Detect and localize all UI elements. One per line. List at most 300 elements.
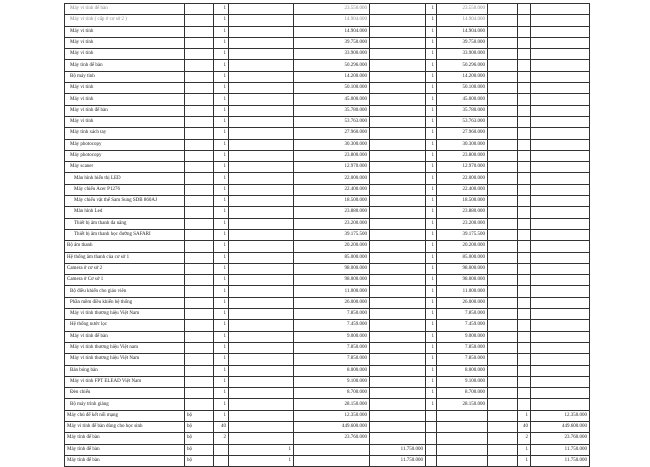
price-cell-2 — [437, 433, 488, 444]
price-cell-3: 11.750.000 — [531, 444, 590, 455]
table-row — [65, 229, 590, 240]
quantity-cell: 1 — [214, 49, 229, 60]
value-cell: 1 — [229, 455, 294, 466]
price-cell: 22.000.000 — [294, 173, 370, 184]
price-cell — [294, 444, 370, 455]
unit-cell — [185, 207, 214, 218]
value-cell — [229, 410, 294, 421]
price-cell-2: 50.296.000 — [437, 60, 488, 71]
table-row — [65, 297, 590, 308]
empty-cell — [488, 286, 518, 297]
price-cell: 7.850.000 — [294, 354, 370, 365]
unit-cell — [185, 218, 214, 229]
price-cell-alt — [370, 399, 426, 410]
item-name-cell: Máy tính để bàn — [65, 455, 185, 466]
quantity-cell: 1 — [214, 229, 229, 240]
table-row — [65, 207, 590, 218]
price-cell-2: 8.700.000 — [437, 388, 488, 399]
price-cell-2: 98.000.000 — [437, 263, 488, 274]
quantity-cell-3 — [518, 263, 531, 274]
quantity-cell: 1 — [214, 331, 229, 342]
price-cell: 7.850.000 — [294, 309, 370, 320]
item-name-cell: Màn hình Led — [65, 207, 185, 218]
item-name-cell: Camera ở cơ sở 2 — [65, 263, 185, 274]
price-cell-2: 39.175.500 — [437, 229, 488, 240]
value-cell — [229, 354, 294, 365]
price-cell-2 — [437, 421, 488, 432]
price-cell: 50.296.000 — [294, 60, 370, 71]
price-cell-3 — [531, 320, 590, 331]
price-cell: 22.400.000 — [294, 184, 370, 195]
empty-cell — [488, 229, 518, 240]
quantity-cell-3 — [518, 388, 531, 399]
unit-cell — [185, 263, 214, 274]
item-name-cell: Máy photocopy — [65, 150, 185, 161]
item-name-cell: Máy vi tính — [65, 94, 185, 105]
quantity-cell-3 — [518, 116, 531, 127]
quantity-cell-2 — [426, 455, 437, 466]
value-cell — [229, 241, 294, 252]
price-cell-alt — [370, 49, 426, 60]
price-cell: 98.000.000 — [294, 263, 370, 274]
quantity-cell-3: 1 — [518, 455, 531, 466]
price-cell: 9.100.000 — [294, 376, 370, 387]
price-cell: 11.000.000 — [294, 286, 370, 297]
empty-cell — [488, 4, 518, 15]
quantity-cell-2: 1 — [426, 71, 437, 82]
empty-cell — [488, 26, 518, 37]
quantity-cell: 1 — [214, 241, 229, 252]
price-cell-alt — [370, 116, 426, 127]
quantity-cell-3: 1 — [518, 410, 531, 421]
price-cell-alt — [370, 331, 426, 342]
unit-cell — [185, 49, 214, 60]
quantity-cell-3 — [518, 150, 531, 161]
price-cell-alt — [370, 139, 426, 150]
price-cell-3 — [531, 331, 590, 342]
price-cell-alt — [370, 26, 426, 37]
empty-cell — [488, 162, 518, 173]
quantity-cell-3 — [518, 207, 531, 218]
quantity-cell-2: 1 — [426, 263, 437, 274]
quantity-cell: 1 — [214, 37, 229, 48]
value-cell — [229, 388, 294, 399]
empty-cell — [488, 455, 518, 466]
price-cell-alt — [370, 241, 426, 252]
quantity-cell-3 — [518, 4, 531, 15]
quantity-cell-2: 1 — [426, 15, 437, 26]
table-row — [65, 455, 590, 466]
price-cell-alt — [370, 4, 426, 15]
price-cell: 39.175.500 — [294, 229, 370, 240]
price-cell: 14.904.000 — [294, 15, 370, 26]
value-cell — [229, 173, 294, 184]
price-cell: 30.300.000 — [294, 139, 370, 150]
table-row — [65, 342, 590, 353]
empty-cell — [488, 444, 518, 455]
price-cell-2: 14.904.000 — [437, 26, 488, 37]
value-cell — [229, 128, 294, 139]
price-cell-alt — [370, 433, 426, 444]
value-cell — [229, 37, 294, 48]
price-cell-3 — [531, 83, 590, 94]
price-cell-alt — [370, 128, 426, 139]
quantity-cell: 1 — [214, 252, 229, 263]
price-cell-3 — [531, 309, 590, 320]
price-cell-3 — [531, 139, 590, 150]
value-cell — [229, 150, 294, 161]
empty-cell — [488, 105, 518, 116]
unit-cell — [185, 331, 214, 342]
table-row — [65, 252, 590, 263]
table-row — [65, 15, 590, 26]
price-cell: 53.763.000 — [294, 116, 370, 127]
price-cell-3 — [531, 376, 590, 387]
empty-cell — [488, 150, 518, 161]
empty-cell — [488, 49, 518, 60]
price-cell: 14.904.000 — [294, 26, 370, 37]
quantity-cell-3 — [518, 139, 531, 150]
value-cell — [229, 218, 294, 229]
quantity-cell-3: 1 — [518, 444, 531, 455]
item-name-cell: Máy vi tính để bàn — [65, 4, 185, 15]
quantity-cell: 40 — [214, 421, 229, 432]
price-cell-2: 22.000.000 — [437, 173, 488, 184]
item-name-cell: Phần mềm điều khiển hệ thống — [65, 297, 185, 308]
unit-cell — [185, 286, 214, 297]
unit-cell — [185, 139, 214, 150]
item-name-cell: Máy chủ để kết nối mạng — [65, 410, 185, 421]
quantity-cell-3 — [518, 71, 531, 82]
quantity-cell-2: 1 — [426, 342, 437, 353]
quantity-cell-2: 1 — [426, 399, 437, 410]
price-cell-2: 23.880.000 — [437, 207, 488, 218]
quantity-cell: 1 — [214, 309, 229, 320]
quantity-cell-2: 1 — [426, 4, 437, 15]
empty-cell — [488, 94, 518, 105]
item-name-cell: Máy vi tính — [65, 37, 185, 48]
item-name-cell: Máy vi tính thương hiệu Việt Nam — [65, 354, 185, 365]
quantity-cell-3 — [518, 229, 531, 240]
table-row — [65, 320, 590, 331]
item-name-cell: Máy tính để bàn — [65, 60, 185, 71]
quantity-cell-2: 1 — [426, 286, 437, 297]
price-cell-3 — [531, 207, 590, 218]
item-name-cell: Máy vi tính để bàn — [65, 331, 185, 342]
price-cell-2: 23.550.000 — [437, 4, 488, 15]
price-cell-3 — [531, 71, 590, 82]
price-cell-3 — [531, 26, 590, 37]
unit-cell — [185, 94, 214, 105]
table-row — [65, 365, 590, 376]
price-cell-2: 30.300.000 — [437, 139, 488, 150]
item-name-cell: Bộ máy tính — [65, 71, 185, 82]
price-cell-3 — [531, 399, 590, 410]
unit-cell — [185, 150, 214, 161]
unit-cell — [185, 162, 214, 173]
quantity-cell-3 — [518, 37, 531, 48]
item-name-cell: Máy chiếu vật thể Sam Sung SDB 860AJ — [65, 196, 185, 207]
unit-cell — [185, 229, 214, 240]
price-cell-3 — [531, 297, 590, 308]
empty-cell — [488, 297, 518, 308]
price-cell-alt — [370, 354, 426, 365]
price-cell-3: 11.750.000 — [531, 455, 590, 466]
price-cell-2: 14.200.000 — [437, 71, 488, 82]
quantity-cell-3 — [518, 15, 531, 26]
item-name-cell: Hệ thống âm thanh của cơ sở 1 — [65, 252, 185, 263]
unit-cell — [185, 297, 214, 308]
quantity-cell: 1 — [214, 388, 229, 399]
table-row — [65, 275, 590, 286]
price-cell-alt — [370, 410, 426, 421]
empty-cell — [488, 376, 518, 387]
price-cell: 50.100.000 — [294, 83, 370, 94]
price-cell: 45.000.000 — [294, 94, 370, 105]
price-cell-alt — [370, 94, 426, 105]
quantity-cell: 1 — [214, 196, 229, 207]
quantity-cell-3: 2 — [518, 433, 531, 444]
quantity-cell: 1 — [214, 297, 229, 308]
price-cell-2 — [437, 410, 488, 421]
empty-cell — [488, 173, 518, 184]
quantity-cell: 1 — [214, 4, 229, 15]
quantity-cell-2: 1 — [426, 184, 437, 195]
empty-cell — [488, 116, 518, 127]
price-cell: 9.000.000 — [294, 331, 370, 342]
unit-cell — [185, 399, 214, 410]
price-cell-2: 18.500.000 — [437, 196, 488, 207]
value-cell — [229, 49, 294, 60]
price-cell: 8.700.000 — [294, 388, 370, 399]
table-row — [65, 184, 590, 195]
unit-cell — [185, 320, 214, 331]
price-cell-2: 53.763.000 — [437, 116, 488, 127]
table-row — [65, 105, 590, 116]
value-cell — [229, 26, 294, 37]
price-cell: 12.970.000 — [294, 162, 370, 173]
unit-cell: bộ — [185, 433, 214, 444]
price-cell-3 — [531, 342, 590, 353]
price-cell-2: 22.400.000 — [437, 184, 488, 195]
table-row — [65, 444, 590, 455]
item-name-cell: Thiết bị âm thanh học đường SAFARI — [65, 229, 185, 240]
price-cell-3 — [531, 196, 590, 207]
quantity-cell: 1 — [214, 105, 229, 116]
quantity-cell-3 — [518, 49, 531, 60]
price-cell-2: 85.000.000 — [437, 252, 488, 263]
price-cell-2: 9.000.000 — [437, 331, 488, 342]
table-row — [65, 94, 590, 105]
quantity-cell: 1 — [214, 128, 229, 139]
quantity-cell-2: 1 — [426, 105, 437, 116]
price-cell-alt — [370, 105, 426, 116]
item-name-cell: Thiết bị âm thanh đa năng — [65, 218, 185, 229]
price-cell-2: 20.200.000 — [437, 241, 488, 252]
price-cell: 14.200.000 — [294, 71, 370, 82]
quantity-cell-3 — [518, 376, 531, 387]
quantity-cell-2: 1 — [426, 388, 437, 399]
quantity-cell-3 — [518, 173, 531, 184]
unit-cell — [185, 388, 214, 399]
price-cell-alt — [370, 421, 426, 432]
quantity-cell-3 — [518, 83, 531, 94]
quantity-cell-3 — [518, 309, 531, 320]
empty-cell — [488, 354, 518, 365]
unit-cell: bộ — [185, 444, 214, 455]
value-cell — [229, 196, 294, 207]
quantity-cell-2: 1 — [426, 297, 437, 308]
empty-cell — [488, 128, 518, 139]
table-row — [65, 376, 590, 387]
value-cell — [229, 116, 294, 127]
quantity-cell-2: 1 — [426, 196, 437, 207]
price-cell-alt — [370, 71, 426, 82]
price-cell-3 — [531, 37, 590, 48]
price-cell-2: 12.970.000 — [437, 162, 488, 173]
quantity-cell-2: 1 — [426, 128, 437, 139]
price-cell: 23.200.000 — [294, 218, 370, 229]
unit-cell — [185, 37, 214, 48]
empty-cell — [488, 83, 518, 94]
empty-cell — [488, 275, 518, 286]
price-cell-2: 8.000.000 — [437, 365, 488, 376]
table-row — [65, 218, 590, 229]
unit-cell — [185, 309, 214, 320]
value-cell — [229, 60, 294, 71]
price-cell: 35.780.000 — [294, 105, 370, 116]
quantity-cell: 1 — [214, 207, 229, 218]
price-cell-alt — [370, 263, 426, 274]
empty-cell — [488, 309, 518, 320]
asset-table — [64, 3, 590, 467]
price-cell-2: 23.200.000 — [437, 218, 488, 229]
item-name-cell: Máy vi tính để bàn — [65, 105, 185, 116]
value-cell — [229, 4, 294, 15]
price-cell-2: 35.780.000 — [437, 105, 488, 116]
price-cell-3: 449.600.000 — [531, 421, 590, 432]
price-cell-alt — [370, 342, 426, 353]
quantity-cell-2: 1 — [426, 241, 437, 252]
empty-cell — [488, 365, 518, 376]
quantity-cell-2: 1 — [426, 354, 437, 365]
price-cell-2: 7.850.000 — [437, 342, 488, 353]
price-cell: 7.850.000 — [294, 342, 370, 353]
empty-cell — [488, 331, 518, 342]
price-cell-3 — [531, 263, 590, 274]
quantity-cell-3 — [518, 354, 531, 365]
price-cell-3 — [531, 275, 590, 286]
table-row — [65, 49, 590, 60]
value-cell — [229, 15, 294, 26]
price-cell: 23.800.000 — [294, 150, 370, 161]
table-row — [65, 354, 590, 365]
price-cell: 85.000.000 — [294, 252, 370, 263]
price-cell-alt — [370, 60, 426, 71]
price-cell-alt — [370, 275, 426, 286]
item-name-cell: Bộ máy trình giảng — [65, 399, 185, 410]
quantity-cell-2: 1 — [426, 49, 437, 60]
price-cell: 18.500.000 — [294, 196, 370, 207]
empty-cell — [488, 421, 518, 432]
quantity-cell-3 — [518, 218, 531, 229]
quantity-cell: 1 — [214, 399, 229, 410]
value-cell — [229, 207, 294, 218]
price-cell-3 — [531, 15, 590, 26]
value-cell — [229, 342, 294, 353]
price-cell-alt — [370, 286, 426, 297]
item-name-cell: Máy photocopy — [65, 139, 185, 150]
price-cell: 23.550.000 — [294, 4, 370, 15]
item-name-cell: Máy tính xách tay — [65, 128, 185, 139]
empty-cell — [488, 71, 518, 82]
quantity-cell: 1 — [214, 263, 229, 274]
price-cell-3 — [531, 116, 590, 127]
unit-cell — [185, 128, 214, 139]
price-cell-2: 28.150.000 — [437, 399, 488, 410]
quantity-cell-3 — [518, 184, 531, 195]
price-cell: 449.600.000 — [294, 421, 370, 432]
quantity-cell: 1 — [214, 218, 229, 229]
unit-cell — [185, 184, 214, 195]
quantity-cell: 1 — [214, 15, 229, 26]
item-name-cell: Đèn chiếu — [65, 388, 185, 399]
price-cell-2: 98.000.000 — [437, 275, 488, 286]
price-cell-2: 50.100.000 — [437, 83, 488, 94]
price-cell-3 — [531, 229, 590, 240]
price-cell: 98.000.000 — [294, 275, 370, 286]
value-cell — [229, 421, 294, 432]
price-cell-3 — [531, 388, 590, 399]
asset-table-body — [65, 4, 590, 467]
price-cell-2: 7.850.000 — [437, 354, 488, 365]
quantity-cell-2: 1 — [426, 376, 437, 387]
unit-cell — [185, 365, 214, 376]
unit-cell — [185, 252, 214, 263]
quantity-cell: 1 — [214, 60, 229, 71]
unit-cell — [185, 275, 214, 286]
item-name-cell: Máy vi tính FPT ELEAD Việt Nam — [65, 376, 185, 387]
quantity-cell-3 — [518, 297, 531, 308]
quantity-cell-2: 1 — [426, 83, 437, 94]
price-cell-2: 45.000.000 — [437, 94, 488, 105]
quantity-cell: 1 — [214, 365, 229, 376]
value-cell — [229, 94, 294, 105]
item-name-cell: Máy vi tính thương hiệu Việt Nam — [65, 309, 185, 320]
price-cell-2: 23.800.000 — [437, 150, 488, 161]
price-cell: 27.960.000 — [294, 128, 370, 139]
quantity-cell: 1 — [214, 410, 229, 421]
item-name-cell: Máy scaner — [65, 162, 185, 173]
table-row — [65, 263, 590, 274]
price-cell-alt — [370, 309, 426, 320]
quantity-cell-2: 1 — [426, 60, 437, 71]
price-cell: 8.000.000 — [294, 365, 370, 376]
empty-cell — [488, 15, 518, 26]
price-cell-2: 14.904.000 — [437, 15, 488, 26]
empty-cell — [488, 388, 518, 399]
value-cell — [229, 105, 294, 116]
value-cell — [229, 309, 294, 320]
quantity-cell-2: 1 — [426, 94, 437, 105]
value-cell — [229, 320, 294, 331]
quantity-cell: 1 — [214, 116, 229, 127]
quantity-cell: 1 — [214, 342, 229, 353]
unit-cell — [185, 376, 214, 387]
item-name-cell: Máy vi tính thương hiệu Việt nam — [65, 342, 185, 353]
price-cell-3: 23.760.000 — [531, 433, 590, 444]
price-cell-alt: 11.750.000 — [370, 455, 426, 466]
